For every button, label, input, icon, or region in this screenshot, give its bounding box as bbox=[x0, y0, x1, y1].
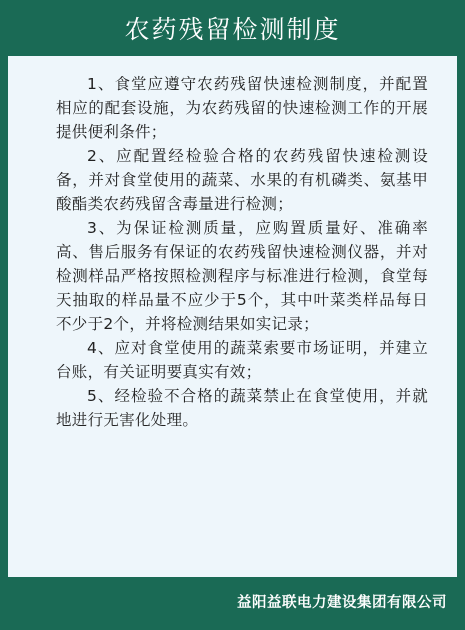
company-name: 益阳益联电力建设集团有限公司 bbox=[237, 595, 447, 611]
regulation-item-5: 5、经检验不合格的蔬菜禁止在食堂使用，并就地进行无害化处理。 bbox=[56, 387, 428, 429]
regulation-item-2: 2、应配置经检验合格的农药残留快速检测设备，并对食堂使用的蔬菜、水果的有机磷类、氨基甲酸酯类农药残留含毒量进行检测； bbox=[56, 147, 428, 213]
regulation-item-3: 3、为保证检测质量，应购置质量好、准确率高、售后服务有保证的农药残留快速检测仪器，并对检测样品严格按照检测程序与标准进行检测，食堂每天抽取的样品量不应少于5个，其中叶菜类样品每日不少于2个，并将检测结果如实记录； bbox=[56, 219, 428, 333]
footer-bar bbox=[0, 577, 465, 630]
header-bar bbox=[0, 0, 465, 56]
page-title: 农药残留检测制度 bbox=[124, 15, 341, 44]
regulation-item-1: 1、食堂应遵守农药残留快速检测制度，并配置相应的配套设施，为农药残留的快速检测工作的开展提供便利条件； bbox=[56, 75, 428, 141]
regulation-text bbox=[56, 72, 428, 432]
regulation-item-4: 4、应对食堂使用的蔬菜索要市场证明，并建立台账，有关证明要真实有效； bbox=[56, 339, 428, 381]
